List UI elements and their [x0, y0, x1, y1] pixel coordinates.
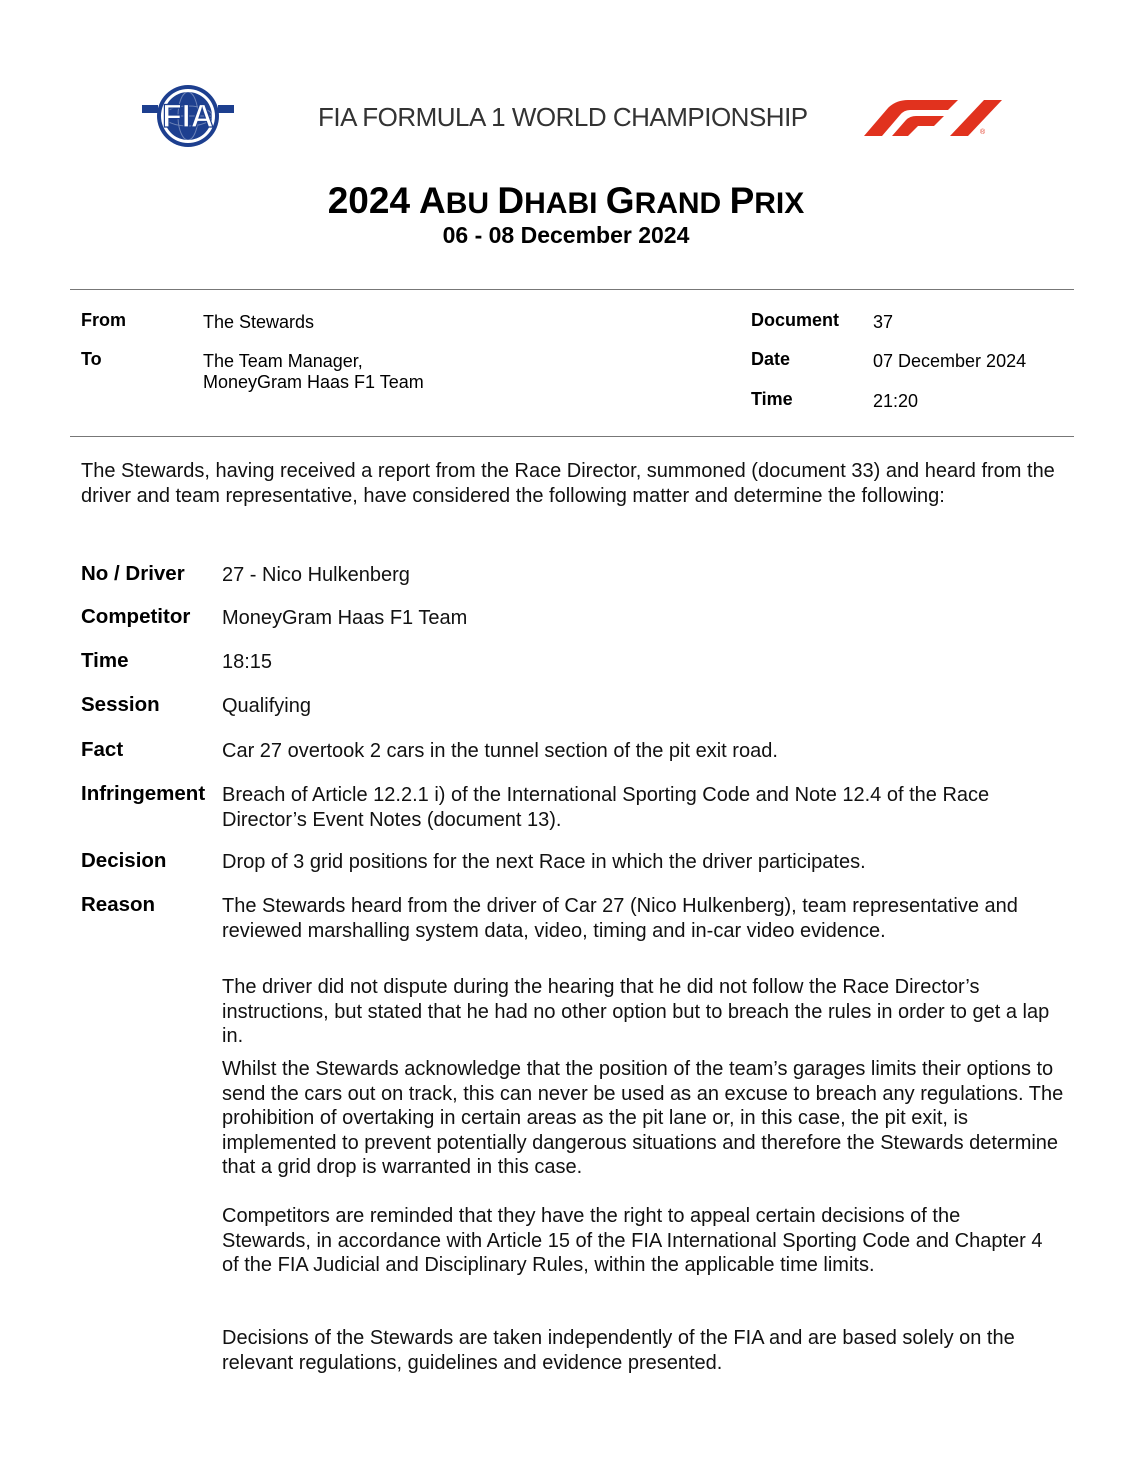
- independence-notice: Decisions of the Stewards are taken independently of the FIA and are based solely on the relevant regulations, guidelines and evidence presented.: [222, 1327, 1015, 1374]
- competitor-label: Competitor: [81, 605, 191, 628]
- infringement-label: Infringement: [81, 782, 206, 805]
- event-title: [0, 180, 1132, 222]
- event-name-rand: RAND: [634, 187, 730, 220]
- infringement-value: Breach of Article 12.2.1 i) of the International Sporting Code and Note 12.4 of the Race Director’s Event Notes (document 13).: [222, 784, 990, 831]
- f1-logo-icon: [862, 96, 1004, 138]
- decision-value: Drop of 3 grid positions for the next Race in which the driver participates.: [222, 851, 866, 873]
- reason-paragraph-3: Whilst the Stewards acknowledge that the position of the team’s garages limits their options to send the cars out on track, this can never be used as an excuse to breach any regulations. The prohibition of overtaking in certain areas as the pit lane or, in this case, the pit exit, is implemented to prevent potentially dangerous situations and therefore the Stewards determine that a grid drop is warranted in this case.: [222, 1058, 1064, 1178]
- session-value: Qualifying: [222, 695, 311, 717]
- event-name-p: P: [729, 180, 755, 221]
- to-value-line1: The Team Manager,: [203, 351, 363, 371]
- document-value: 37: [873, 312, 894, 332]
- fact-value: Car 27 overtook 2 cars in the tunnel section of the pit exit road.: [222, 740, 778, 762]
- time-label: Time: [751, 389, 793, 409]
- reason-paragraph-1: The Stewards heard from the driver of Car 27 (Nico Hulkenberg), team representative and reviewed marshalling system data, video, timing and in-car video evidence.: [222, 895, 1018, 942]
- divider-bottom: [70, 436, 1074, 437]
- event-name-g: G: [605, 180, 635, 221]
- event-name-bu: BU: [445, 187, 498, 220]
- event-name-rix: RIX: [754, 187, 805, 220]
- event-dates: 06 - 08 December 2024: [442, 222, 690, 248]
- event-name-habi: HABI: [524, 187, 606, 220]
- appeal-notice: Competitors are reminded that they have the right to appeal certain decisions of the Stewards, in accordance with Article 15 of the FIA International Sporting Code and Chapter 4 of the FIA Judicial and Disciplinary Rules, within the applicable time limits.: [222, 1205, 1043, 1276]
- event-year: 2024: [327, 180, 411, 221]
- fia-logo-icon: [138, 82, 238, 150]
- fact-label: Fact: [81, 738, 124, 761]
- session-label: Session: [81, 693, 160, 716]
- championship-title: FIA FORMULA 1 WORLD CHAMPIONSHIP: [318, 102, 808, 132]
- date-label: Date: [751, 349, 791, 369]
- driver-value: 27 - Nico Hulkenberg: [222, 564, 410, 586]
- document-label: Document: [751, 310, 840, 330]
- date-value: 07 December 2024: [873, 351, 1027, 371]
- to-value-line2: MoneyGram Haas F1 Team: [203, 372, 424, 392]
- reason-paragraph-2: The driver did not dispute during the hearing that he did not follow the Race Director’s instructions, but stated that he had no other option but to breach the rules in order to get a lap in.: [222, 976, 1050, 1047]
- event-name-d: D: [497, 180, 525, 221]
- divider-top: [70, 289, 1074, 290]
- competitor-value: MoneyGram Haas F1 Team: [222, 607, 468, 629]
- svg-text:®: ®: [980, 129, 986, 136]
- from-value: The Stewards: [203, 312, 315, 332]
- decision-label: Decision: [81, 849, 167, 872]
- intro-paragraph: The Stewards, having received a report from the Race Director, summoned (document 33) and heard from the driver and team representative, have considered the following matter and determine the following:: [81, 460, 1055, 507]
- time-value: 21:20: [873, 391, 919, 411]
- fia-logo-text: FIA: [162, 98, 214, 134]
- event-name-a: A: [418, 180, 446, 221]
- incident-time-label: Time: [81, 649, 129, 672]
- driver-label: No / Driver: [81, 562, 185, 585]
- from-label: From: [81, 310, 126, 330]
- reason-label: Reason: [81, 893, 156, 916]
- incident-time-value: 18:15: [222, 651, 273, 673]
- to-label: To: [81, 349, 102, 369]
